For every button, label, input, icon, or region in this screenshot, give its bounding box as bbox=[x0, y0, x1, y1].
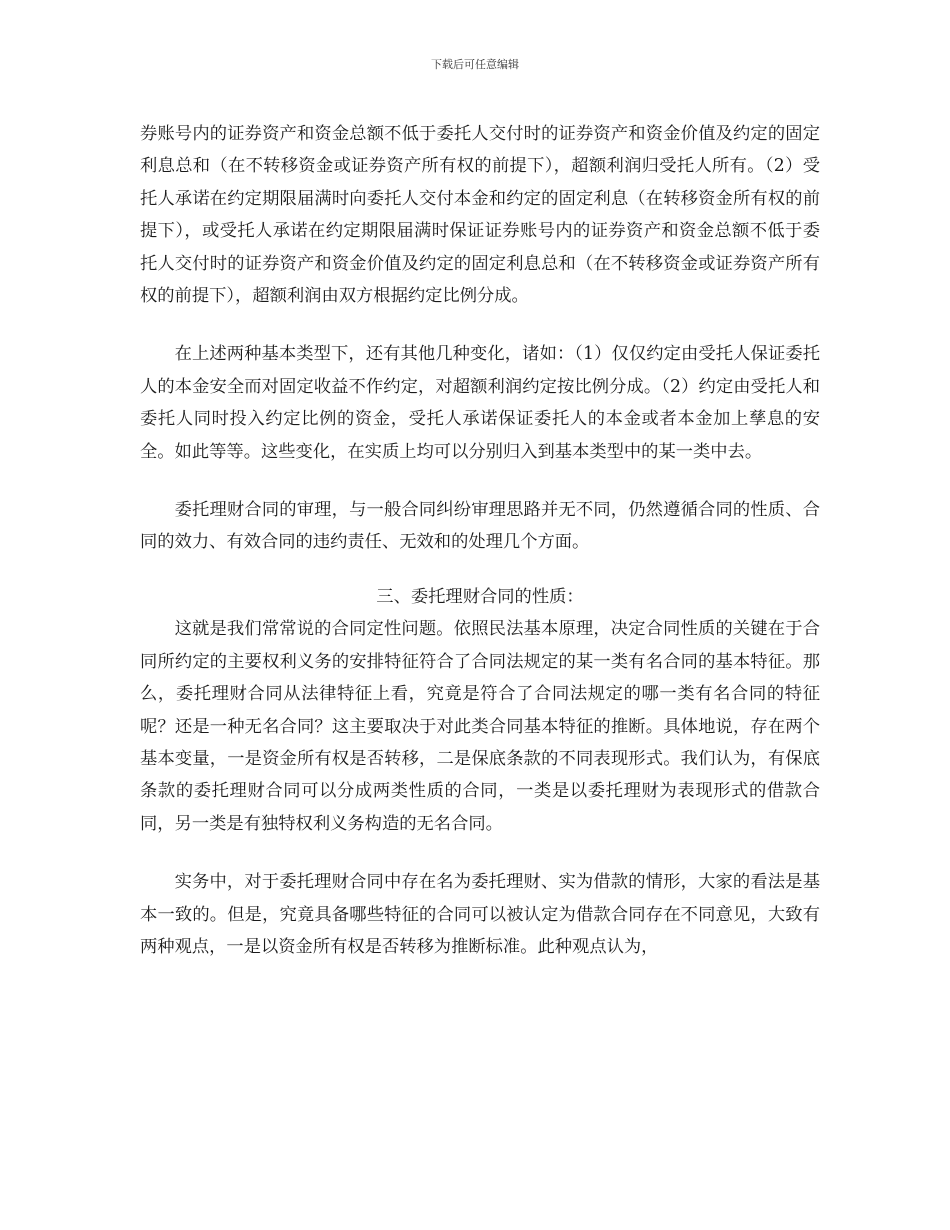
paragraph-gap bbox=[140, 468, 820, 494]
page-header: 下载后可任意编辑 bbox=[431, 58, 519, 71]
paragraph-continuation: 券账号内的证券资产和资金总额不低于委托人交付时的证券资产和资金价值及约定的固定利息总和（在不转移资金或证券资产所有权的前提下），超额利润归受托人所有。（2）受托人承诺在约定期限届满时向委托人交付本金和约定的固定利息（在转移资金所有权的前提下），或受托人承诺在约定期限届满时保证证券账号内的证券资产和资金总额不低于委托人交付时的证券资产和资金价值及约定的固定利息总和（在不转移资金或证券资产所有权的前提下），超额利润由双方根据约定比例分成。 bbox=[140, 124, 820, 307]
section-heading: 三、委托理财合同的性质： bbox=[376, 586, 584, 607]
paragraph-practice: 实务中，对于委托理财合同中存在名为委托理财、实为借款的情形，大家的看法是基本一致的。但是，究竟具备哪些特征的合同可以被认定为借款合同存在不同意见，大致有两种观点，一是以资金所有权是否转移为推断标准。此种观点认为， bbox=[140, 872, 820, 957]
paragraph-nature: 这就是我们常常说的合同定性问题。依照民法基本原理，决定合同性质的关键在于合同所约定的主要权利义务的安排特征符合了合同法规定的某一类有名合同的基本特征。那么，委托理财合同从法律特征上看，究竟是符合了合同法规定的哪一类有名合同的特征呢？还是一种无名合同？这主要取决于对此类合同基本特征的推断。具体地说，存在两个基本变量，一是资金所有权是否转移，二是保底条款的不同表现形式。我们认为，有保底条款的委托理财合同可以分成两类性质的合同，一类是以委托理财为表现形式的借款合同，另一类是有独特权利义务构造的无名合同。 bbox=[140, 619, 820, 834]
paragraph-trial: 委托理财合同的审理，与一般合同纠纷审理思路并无不同，仍然遵循合同的性质、合同的效力、有效合同的违约责任、无效和的处理几个方面。 bbox=[140, 500, 820, 553]
paragraph-gap bbox=[140, 559, 820, 581]
paragraph-gap bbox=[140, 840, 820, 866]
document-body bbox=[140, 118, 820, 963]
paragraph-variations: 在上述两种基本类型下，还有其他几种变化，诸如：（1）仅仅约定由受托人保证委托人的本金安全而对固定收益不作约定，对超额利润约定按比例分成。（2）约定由受托人和委托人同时投入约定比例的资金，受托人承诺保证委托人的本金或者本金加上孳息的安全。如此等等。这些变化，在实质上均可以分别归入到基本类型中的某一类中去。 bbox=[140, 344, 820, 462]
paragraph-gap bbox=[140, 312, 820, 338]
